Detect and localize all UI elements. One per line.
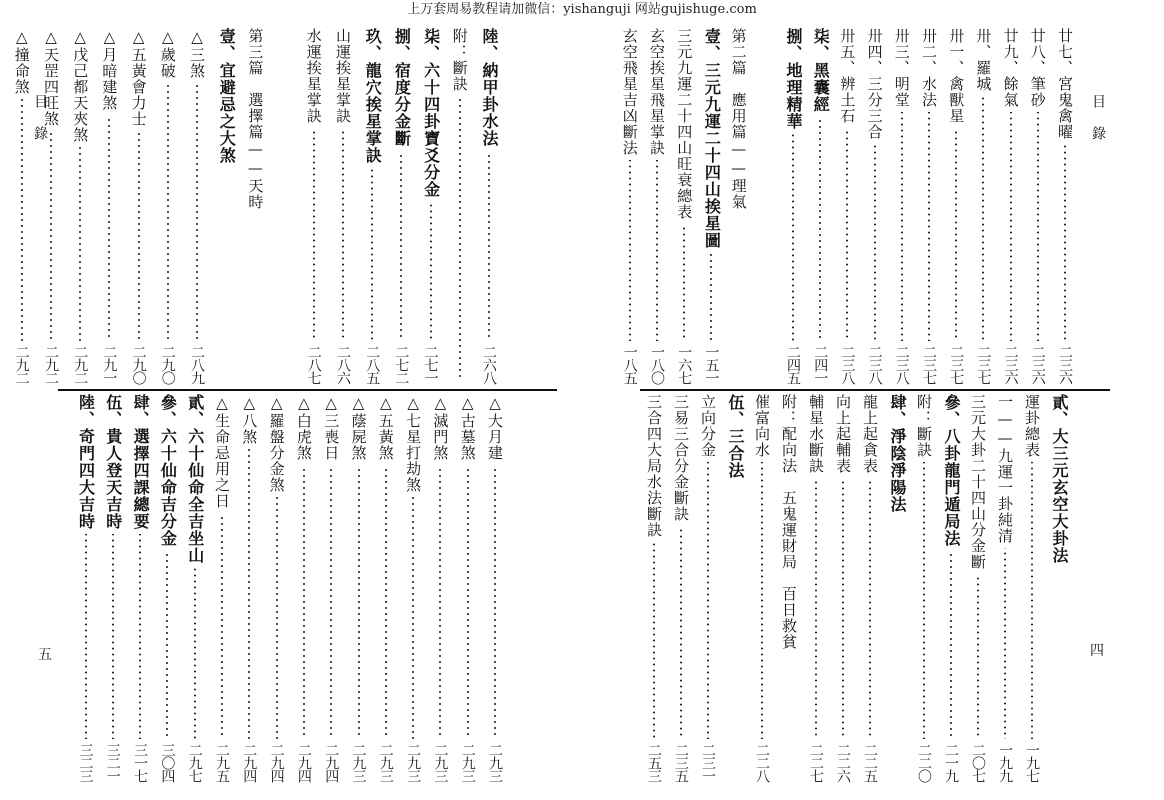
dot-leader: [342, 128, 344, 341]
right-page: [600, 22, 1164, 792]
right-top-entry: [862, 28, 888, 384]
toc-entry-title: 肆、選擇四課總要: [131, 394, 151, 530]
toc-entry-title: 玄空挨星飛星掌訣: [648, 28, 666, 156]
toc-entry-title: 附：斷訣: [915, 394, 933, 458]
toc-entry-page-number: 二三五: [673, 743, 689, 782]
left-bottom-entry: [346, 394, 372, 782]
toc-entry-page-number: 二四一: [812, 345, 829, 384]
dot-leader: [923, 462, 925, 739]
toc-entry-title: 卅三、明堂: [892, 28, 911, 108]
toc-entry-title: △滅門煞: [431, 394, 450, 461]
toc-entry-page-number: 二三七: [921, 345, 937, 384]
left-bottom-entry: [127, 394, 153, 782]
toc-entry-title: 貳、六十仙命全吉坐山: [185, 394, 205, 564]
toc-entry-page-number: 二七二: [393, 345, 410, 384]
watermark-banner: 上万套周易教程请加微信：yishanguji 网站gujishuge.com: [407, 2, 757, 17]
toc-entry-page-number: 三二三: [77, 743, 94, 782]
dot-leader: [928, 112, 930, 341]
toc-entry-title: △古墓煞: [458, 394, 477, 461]
right-top-entry: [889, 28, 915, 384]
toc-entry-page-number: 二六八: [481, 345, 497, 384]
dot-leader: [400, 151, 402, 341]
toc-entry-title: 卅一、禽獸星: [947, 28, 966, 124]
left-bottom-entry: [73, 394, 99, 782]
toc-entry-page-number: 二二〇: [916, 743, 932, 782]
toc-entry-page-number: 二三一: [700, 743, 716, 782]
right-top-entry: [916, 28, 942, 384]
dot-leader: [869, 478, 871, 739]
toc-entry-page-number: 二九二: [72, 345, 89, 384]
dot-leader: [1010, 112, 1012, 341]
dot-leader: [276, 497, 278, 739]
toc-entry-page-number: 二九二: [43, 345, 59, 384]
toc-entry-title: 參、八卦龍門遁局法: [942, 394, 961, 547]
toc-entry-page-number: 二九四: [268, 743, 285, 782]
toc-entry-title: 龍上起貪表: [861, 394, 879, 474]
right-top-entry: [698, 28, 724, 384]
toc-entry-title: △五黃煞: [376, 394, 395, 461]
left-page-edge-label: 目錄: [32, 94, 48, 158]
dot-leader: [653, 542, 655, 739]
right-bottom-entry: [1046, 394, 1072, 782]
dot-leader: [79, 147, 81, 341]
left-page-divider: [58, 389, 557, 391]
toc-entry-title: △生命忌用之日: [213, 394, 231, 509]
dot-leader: [358, 465, 360, 739]
toc-entry-title: 陸、奇門四大吉時: [76, 394, 96, 530]
dot-leader: [950, 551, 952, 739]
toc-entry-title: 第三篇 選擇篇——天時: [246, 28, 265, 210]
toc-entry-page-number: 二九四: [241, 743, 258, 782]
right-top-entry: [998, 28, 1024, 384]
toc-entry-page-number: 三一七: [132, 743, 149, 782]
left-top-entry: [126, 28, 152, 384]
dot-leader: [819, 117, 821, 341]
dot-leader: [371, 168, 373, 341]
right-bottom-entry: [668, 394, 694, 782]
right-bottom-entry: [911, 394, 937, 782]
toc-entry-page-number: 二三六: [1002, 345, 1019, 384]
right-top-entry: [753, 28, 779, 384]
dot-leader: [330, 465, 332, 739]
dot-leader: [166, 551, 168, 739]
left-bottom-entry: [455, 394, 481, 782]
toc-entry-title: △大月建: [486, 394, 504, 461]
toc-entry-title: 山運挨星掌訣: [334, 28, 352, 124]
toc-entry-page-number: 二九三: [432, 743, 449, 782]
toc-entry-title: 卅二、水法: [920, 28, 938, 108]
toc-entry-page-number: 二九三: [487, 743, 503, 782]
right-bottom-entry: [830, 394, 856, 782]
toc-entry-page-number: 二三七: [948, 345, 965, 384]
dot-leader: [194, 568, 196, 739]
right-top-entry: [726, 28, 752, 384]
left-bottom-entry: [291, 394, 317, 782]
toc-entry-title: 捌、宿度分金斷: [392, 28, 412, 147]
toc-entry-title: 三元九運二十四山旺衰總表: [675, 28, 694, 220]
dot-leader: [139, 534, 141, 739]
right-top-entry: [644, 28, 670, 384]
toc-entry-title: 水運挨星掌訣: [304, 28, 323, 124]
toc-entry-page-number: 二九〇: [130, 345, 147, 384]
toc-entry-title: △三煞: [188, 28, 206, 79]
dot-leader: [303, 465, 305, 739]
toc-entry-title: 三元大卦二十四山分金斷: [969, 394, 987, 570]
toc-entry-page-number: 二三六: [1057, 345, 1073, 384]
toc-entry-page-number: 一五一: [703, 345, 720, 384]
right-top-entry: [1052, 28, 1078, 384]
left-bottom-entry: [236, 394, 262, 782]
right-page-edge-label: 目錄: [1090, 94, 1106, 158]
toc-entry-page-number: 二九三: [350, 743, 367, 782]
dot-leader: [683, 224, 685, 341]
toc-entry-title: 柒、六十四卦寶爻分金: [421, 28, 441, 198]
dot-leader: [982, 96, 984, 341]
dot-leader: [792, 134, 794, 341]
toc-entry-title: 玖、龍穴挨星掌訣: [363, 28, 383, 164]
dot-leader: [1004, 548, 1006, 739]
dot-leader: [842, 478, 844, 739]
dot-leader: [977, 574, 979, 739]
left-top-entry: [418, 28, 444, 384]
toc-entry-title: 廿八、筆砂: [1028, 28, 1047, 108]
toc-entry-page-number: 一八五: [621, 345, 638, 384]
right-top-entry: [807, 28, 833, 384]
dot-leader: [1064, 144, 1066, 341]
dot-leader: [412, 497, 414, 739]
right-top-entry: [1025, 28, 1051, 384]
left-top-entry: [184, 28, 210, 384]
toc-entry-title: △七星打劫煞: [404, 394, 423, 493]
right-top-entry: [970, 28, 996, 384]
dot-leader: [167, 83, 169, 341]
toc-entry-title: △蔭屍煞: [349, 394, 368, 461]
toc-entry-title: 捌、地理精華: [784, 28, 803, 130]
toc-entry-page-number: 二三八: [893, 345, 910, 384]
dot-leader: [221, 513, 223, 739]
left-bottom-entry: [427, 394, 453, 782]
toc-entry-title: △八煞: [240, 394, 259, 445]
right-bottom-entry: [803, 394, 829, 782]
dot-leader: [459, 96, 461, 380]
dot-leader: [488, 151, 490, 341]
right-top-entry: [780, 28, 806, 384]
dot-leader: [430, 202, 432, 341]
right-page-folio: 四: [1090, 643, 1104, 659]
toc-entry-page-number: 二二五: [862, 743, 878, 782]
left-bottom-entry: [264, 394, 290, 782]
dot-leader: [385, 465, 387, 739]
toc-entry-page-number: 二二七: [808, 743, 824, 782]
dot-leader: [846, 128, 848, 341]
toc-entry-title: 立向分金: [699, 394, 717, 458]
toc-entry-title: △戊己都天夾煞: [71, 28, 90, 143]
left-page: [0, 22, 565, 792]
toc-entry-page-number: 二三七: [975, 345, 992, 384]
right-top-entry: [834, 28, 860, 384]
left-top-entry: [213, 28, 239, 384]
toc-entry-title: 廿九、餘氣: [1001, 28, 1020, 108]
dot-leader: [313, 128, 315, 341]
toc-entry-title: 伍、三合法: [726, 394, 745, 479]
toc-entry-title: 催富向水: [753, 394, 771, 458]
dot-leader: [874, 144, 876, 341]
right-bottom-entry: [641, 394, 667, 782]
toc-entry-title: 壹、三元九運二十四山挨星圖: [702, 28, 722, 249]
toc-entry-title: 運卦總表: [1023, 394, 1041, 458]
dot-leader: [494, 465, 496, 739]
left-top-entry: [301, 28, 327, 384]
toc-entry-page-number: 一六七: [676, 345, 693, 384]
toc-entry-title: 向上起輔表: [834, 394, 852, 474]
toc-entry-page-number: 二九五: [214, 743, 230, 782]
toc-entry-title: △歲破: [158, 28, 177, 79]
toc-entry-page-number: 二九四: [323, 743, 340, 782]
toc-entry-page-number: 三〇四: [159, 743, 176, 782]
toc-entry-title: △羅盤分金煞: [267, 394, 286, 493]
dot-leader: [680, 526, 682, 739]
toc-entry-title: 卅五、辨土石: [838, 28, 857, 124]
dot-leader: [85, 534, 87, 739]
left-top-entry: [388, 28, 414, 384]
dot-leader: [108, 115, 110, 341]
toc-entry-title: △撞命煞: [12, 28, 31, 95]
left-bottom-entry: [400, 394, 426, 782]
toc-entry-title: △三喪日: [322, 394, 341, 461]
dot-leader: [50, 131, 52, 341]
toc-entry-title: 三易三合分金斷訣: [672, 394, 690, 522]
toc-entry-page-number: 二三八: [866, 345, 883, 384]
left-page-folio: 五: [38, 647, 52, 663]
toc-entry-title: 一——九運一卦純清: [996, 394, 1014, 544]
toc-entry-page-number: 二八九: [189, 345, 205, 384]
toc-entry-title: △天罡四旺煞: [42, 28, 60, 127]
toc-entry-page-number: 二九四: [295, 743, 312, 782]
toc-entry-title: 三合四大局水法斷訣: [645, 394, 663, 538]
left-top-entry: [272, 28, 298, 384]
toc-entry-page-number: 一九九: [997, 743, 1013, 782]
dot-leader: [707, 462, 709, 739]
toc-entry-title: 第二篇 應用篇——理氣: [729, 28, 748, 210]
toc-entry-page-number: 二二八: [754, 743, 770, 782]
toc-entry-page-number: 一九七: [1024, 743, 1040, 782]
dot-leader: [138, 131, 140, 341]
right-top-entry: [671, 28, 697, 384]
toc-entry-title: △月暗建煞: [100, 28, 119, 111]
toc-entry-page-number: 二七一: [422, 345, 439, 384]
toc-entry-page-number: 二九三: [459, 743, 476, 782]
dot-leader: [901, 112, 903, 341]
toc-entry-page-number: 二八六: [335, 345, 351, 384]
toc-entry-title: 玄空飛星吉凶斷法: [620, 28, 639, 156]
left-top-entry: [330, 28, 356, 384]
left-top-entry: [38, 28, 64, 384]
toc-entry-title: 卅四、三分三合: [865, 28, 884, 140]
dot-leader: [815, 478, 817, 739]
toc-entry-page-number: 二二六: [835, 743, 851, 782]
toc-entry-title: 廿七、宮鬼禽曜: [1056, 28, 1074, 140]
dot-leader: [439, 465, 441, 739]
right-bottom-entry: [857, 394, 883, 782]
toc-entry-page-number: 二四五: [785, 345, 801, 384]
left-top-entry: [96, 28, 122, 384]
toc-entry-title: 肆、淨陰淨陽法: [888, 394, 907, 513]
left-top-entry: [242, 28, 268, 384]
toc-entry-page-number: 二九一: [101, 345, 118, 384]
left-bottom-entry: [209, 394, 235, 782]
toc-entry-title: 陸、納甲卦水法: [480, 28, 499, 147]
left-top-entry: [67, 28, 93, 384]
left-top-entry: [476, 28, 502, 384]
left-bottom-entry: [100, 394, 126, 782]
dot-leader: [1037, 112, 1039, 341]
dot-leader: [955, 128, 957, 341]
toc-entry-page-number: 二八五: [364, 345, 381, 384]
toc-entry-title: 參、六十仙命吉分金: [158, 394, 178, 547]
dot-leader: [1031, 462, 1033, 739]
left-top-entry: [447, 28, 473, 384]
right-top-entry: [943, 28, 969, 384]
right-bottom-entry: [965, 394, 991, 782]
toc-entry-title: 壹、宜避忌之大煞: [217, 28, 237, 164]
toc-entry-title: △白虎煞: [294, 394, 313, 461]
toc-entry-page-number: 二〇七: [970, 743, 986, 782]
toc-entry-title: △五黃會力士: [129, 28, 148, 127]
right-bottom-entry: [992, 394, 1018, 782]
right-bottom-entry: [749, 394, 775, 782]
dot-leader: [196, 83, 198, 341]
toc-entry-page-number: 二五三: [646, 743, 662, 782]
toc-entry-page-number: 二三八: [839, 345, 856, 384]
dot-leader: [710, 253, 712, 341]
toc-entry-page-number: 二一九: [943, 743, 959, 782]
right-bottom-entry: [884, 394, 910, 782]
left-top-entry: [155, 28, 181, 384]
left-bottom-entry: [318, 394, 344, 782]
right-bottom-entry: [722, 394, 748, 782]
right-page-divider: [640, 389, 1110, 391]
toc-entry-title: 附：斷訣: [450, 28, 469, 92]
right-bottom-entry: [1019, 394, 1045, 782]
dot-leader: [467, 465, 469, 739]
dot-leader: [656, 160, 658, 341]
toc-entry-title: 貳、大三元玄空大卦法: [1050, 394, 1069, 564]
left-bottom-entry: [373, 394, 399, 782]
toc-entry-title: 附：配向法 五鬼運財局 百日救貧: [780, 394, 798, 650]
toc-entry-title: 伍、貴人登天吉時: [103, 394, 123, 530]
toc-entry-page-number: 二九二: [13, 345, 30, 384]
toc-entry-page-number: 二九三: [405, 743, 422, 782]
left-bottom-entry: [182, 394, 208, 782]
dot-leader: [761, 462, 763, 739]
toc-entry-page-number: 二九〇: [159, 345, 176, 384]
left-bottom-entry: [482, 394, 508, 782]
right-bottom-entry: [776, 394, 802, 782]
right-bottom-entry: [695, 394, 721, 782]
toc-entry-page-number: 二九三: [377, 743, 394, 782]
toc-entry-title: 柒、黑囊經: [811, 28, 831, 113]
right-top-entry: [617, 28, 643, 384]
right-bottom-entry: [938, 394, 964, 782]
dot-leader: [112, 534, 114, 739]
toc-entry-page-number: 三二一: [104, 743, 121, 782]
toc-entry-page-number: 二八七: [305, 345, 322, 384]
toc-entry-title: 輔星水斷訣: [807, 394, 825, 474]
dot-leader: [248, 449, 250, 739]
toc-entry-page-number: 二三六: [1029, 345, 1046, 384]
left-bottom-entry: [154, 394, 180, 782]
toc-entry-page-number: 二九七: [186, 743, 203, 782]
left-top-entry: [9, 28, 35, 384]
dot-leader: [629, 160, 631, 341]
dot-leader: [21, 99, 23, 341]
toc-entry-page-number: 一八〇: [649, 345, 665, 384]
left-top-entry: [359, 28, 385, 384]
toc-entry-title: 卅、羅城: [974, 28, 993, 92]
